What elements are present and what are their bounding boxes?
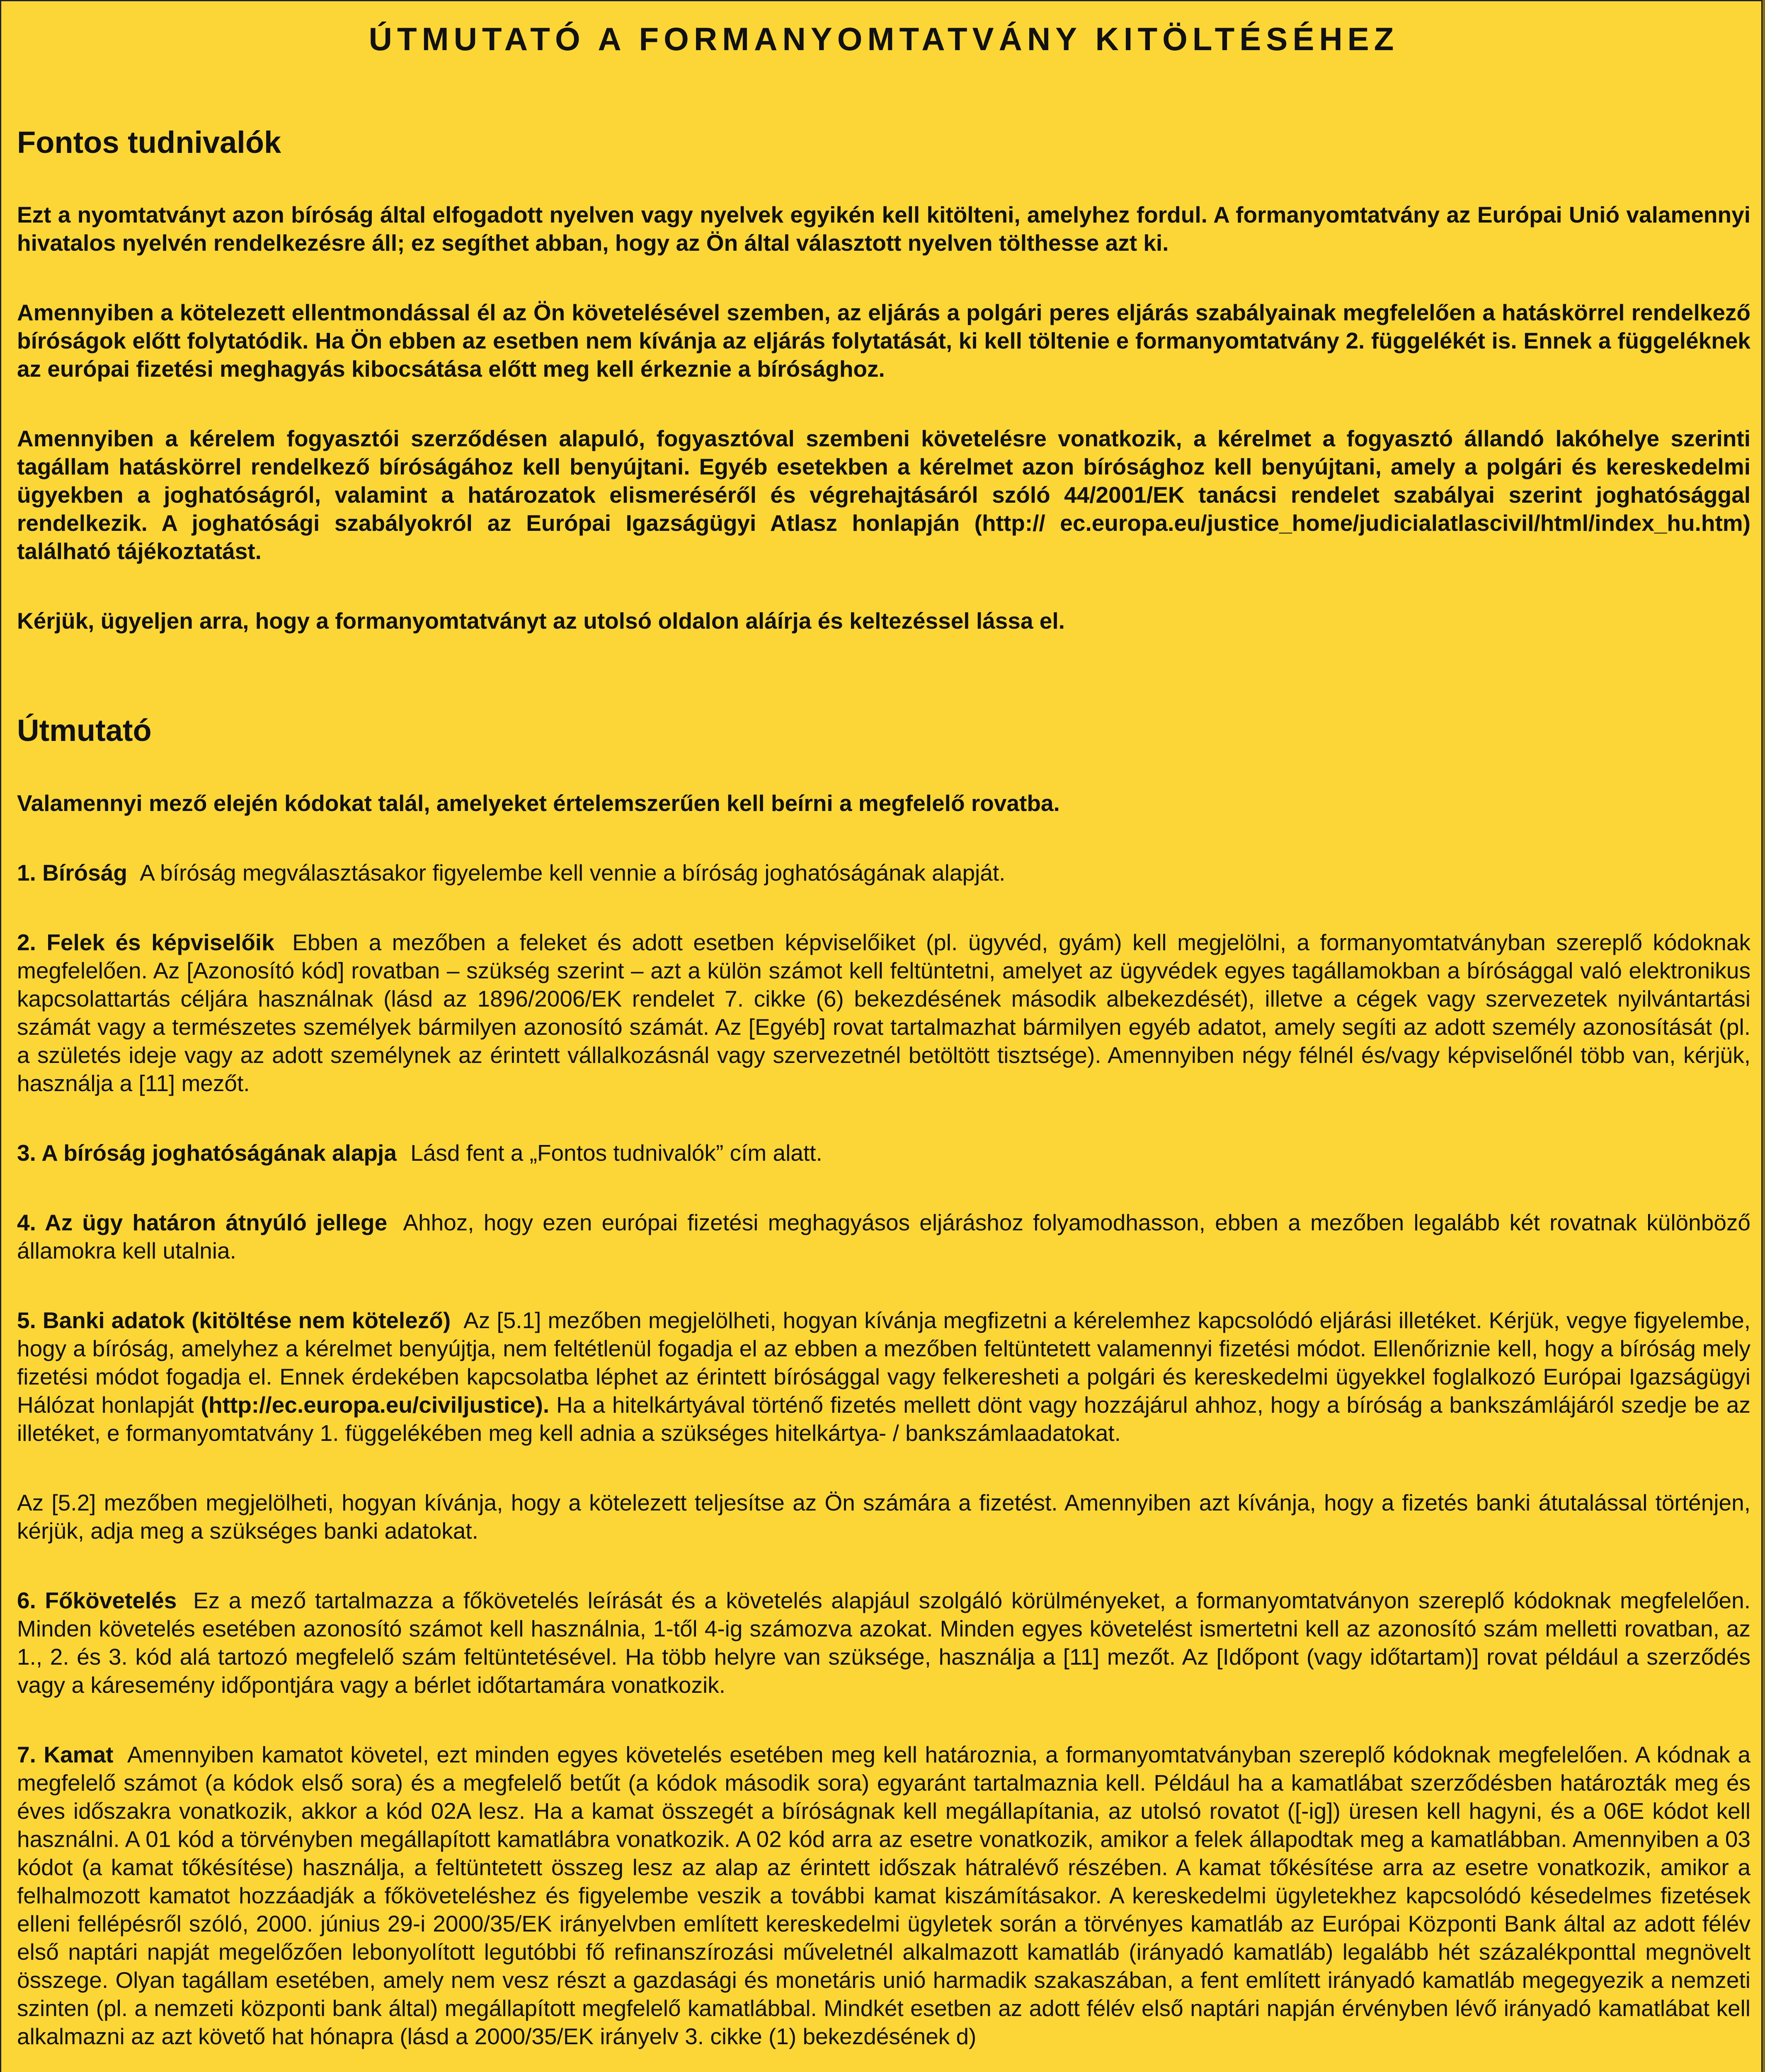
section-text: Ahhoz, hogy ezen európai fizetési meghagyásos eljáráshoz folyamodhasson, ebben a mezőben legalább két rovatnak különböző államokra kell utalnia.	[17, 1209, 1750, 1264]
section-label: 2. Felek és képviselőik	[17, 929, 274, 955]
guide-section-2	[17, 928, 1750, 1097]
guide-section-3	[17, 1139, 1750, 1167]
section-text: Az [5.1] mezőben megjelölheti, hogyan kívánja megfizetni a kérelemhez kapcsolódó eljárási illetéket. Kérjük, vegye figyelembe, hogy a bíróság, amelyhez a kérelmet benyújtja, nem feltétlenül fogadja el az ebben a mezőben feltüntetett valamennyi fizetési módot. Ellenőriznie kell, hogy a bíróság mely fizetési módot fogadja el. Ennek érdekében kapcsolatba léphet az érintett bírósággal vagy felkeresheti a polgári és kereskedelmi ügyekkel foglalkozó Európai Igazságügyi Hálózat honlapját	[17, 1307, 1750, 1418]
guide-heading: Útmutató	[17, 713, 152, 748]
guide-section-1	[17, 859, 1750, 887]
section-text: Ez a mező tartalmazza a főkövetelés leírását és a követelés alapjául szolgáló körülményeket, a formanyomtatványon szereplő kódoknak megfelelően. Minden követelés esetében azonosító számot kell használnia, 1-től 4-ig számozva azokat. Minden egyes követelést ismertetni kell az azonosító szám melletti rovatban, az 1., 2. és 3. kód alá tartozó megfelelő szám feltüntetésével. Ha több helyre van szüksége, használja a [11] mezőt. Az [Időpont (vagy időtartam)] rovat például a szerződés vagy a káresemény időpontjára vagy a bérlet időtartamára vonatkozik.	[17, 1587, 1751, 1698]
important-heading: Fontos tudnivalók	[17, 125, 281, 160]
document-title: ÚTMUTATÓ A FORMANYOMTATVÁNY KITÖLTÉSÉHEZ	[369, 21, 1399, 57]
guide-intro: Valamennyi mező elején kódokat talál, amelyeket értelemszerűen kell beírni a megfelelő rovatba.	[17, 790, 1060, 816]
document-body	[17, 23, 1750, 2050]
section-label: 3. A bíróság joghatóságának alapja	[17, 1140, 397, 1166]
guide-section-4	[17, 1208, 1750, 1265]
section-text: Lásd fent a „Fontos tudnivalók” cím alatt.	[410, 1140, 822, 1166]
important-paragraph-4: Kérjük, ügyeljen arra, hogy a formanyomtatványt az utolsó oldalon aláírja és keltezéssel lássa el.	[17, 608, 1065, 634]
section-text-after: Ha a hitelkártyával történő fizetés mellett dönt vagy hozzájárul ahhoz, hogy a bíróság a bankszámlájáról szedje be az illetéket, e formanyomtatvány 1. függelékében meg kell adnia a szükséges hitelkártya- / bankszámlaadatokat.	[17, 1392, 1751, 1446]
section-label: 5. Banki adatok (kitöltése nem kötelező)	[17, 1307, 451, 1333]
important-paragraph-2: Amennyiben a kötelezett ellentmondással él az Ön követelésével szemben, az eljárás a polgári peres eljárás szabályainak megfelelően a hatáskörrel rendelkező bíróságok előtt folytatódik. Ha Ön ebben az esetben nem kívánja az eljárás folytatását, ki kell töltenie e formanyomtatvány 2. függelékét is. Ennek a függeléknek az európai fizetési meghagyás kibocsátása előtt meg kell érkeznie a bírósághoz.	[17, 300, 1750, 382]
section-label: 4. Az ügy határon átnyúló jellege	[17, 1209, 388, 1235]
guide-section-5	[17, 1306, 1750, 1447]
section-label: 1. Bíróság	[17, 859, 127, 886]
section-label: 7. Kamat	[17, 1741, 114, 1767]
section-label: 6. Főkövetelés	[17, 1587, 177, 1613]
section-text: Ebben a mezőben a feleket és adott esetben képviselőiket (pl. ügyvéd, gyám) kell megjelölni, a formanyomtatványban szereplő kódoknak megfelelően. Az [Azonosító kód] rovatban – szükség szerint – azt a külön számot kell feltüntetni, amelyet az ügyvédek egyes tagállamokban a bírósággal való elektronikus kapcsolattartás céljára használnak (lásd az 1896/2006/EK rendelet 7. cikke (6) bekezdésének második albekezdését), illetve a cégek vagy szervezetek nyilvántartási számát vagy a természetes személyek bármilyen azonosító számát. Az [Egyéb] rovat tartalmazhat bármilyen egyéb adatot, amely segíti az adott személy azonosítását (pl. a születés ideje vagy az adott személynek az érintett vállalkozásnál vagy szervezetnél betöltött tisztsége). Amennyiben négy félnél és/vagy képviselőnél több van, kérjük, használja a [11] mezőt.	[17, 929, 1750, 1096]
civiljustice-link[interactable]: (http://ec.europa.eu/civiljustice).	[201, 1392, 550, 1418]
section-text: A bíróság megválasztásakor figyelembe kell vennie a bíróság joghatóságának alapját.	[140, 859, 1006, 886]
important-paragraph-3: Amennyiben a kérelem fogyasztói szerződésen alapuló, fogyasztóval szembeni követelésre vonatkozik, a kérelmet a fogyasztó állandó lakóhelye szerinti tagállam hatáskörrel rendelkező bíróságához kell benyújtani. Egyéb esetekben a kérelmet azon bírósághoz kell benyújtani, amely a polgári és kereskedelmi ügyekben a joghatóságról, valamint a határozatok elismeréséről és végrehajtásáról szóló 44/2001/EK tanácsi rendelet szabályai szerint joghatósággal rendelkezik. A joghatósági szabályokról az Európai Igazságügyi Atlasz honlapján (http:// ec.europa.eu/justice_home/judicialatlascivil/html/index_hu.htm) található tájékoztatást.	[17, 426, 1750, 564]
guide-section-5-2: Az [5.2] mezőben megjelölheti, hogyan kívánja, hogy a kötelezett teljesítse az Ön számára a fizetést. Amennyiben azt kívánja, hogy a fizetés banki átutalással történjen, kérjük, adja meg a szükséges banki adatokat.	[17, 1489, 1750, 1544]
guide-section-7	[17, 1740, 1750, 2050]
section-text: Amennyiben kamatot követel, ezt minden egyes követelés esetében meg kell határoznia, a formanyomtatványban szereplő kódoknak megfelelően. A kódnak a megfelelő számot (a kódok első sora) és a megfelelő betűt (a kódok második sora) egyaránt tartalmaznia kell. Például ha a kamatlábat szerződésben határozták meg és éves időszakra vonatkozik, akkor a kód 02A lesz. Ha a kamat összegét a bíróságnak kell megállapítania, az utolsó rovatot ([-ig]) üresen kell hagyni, és a 06E kódot kell használni. A 01 kód a törvényben megállapított kamatlábra vonatkozik. A 02 kód arra az esetre vonatkozik, amikor a felek állapodtak meg a kamatlábban. Amennyiben a 03 kódot (a kamat tőkésítése) használja, a feltüntetett összeg lesz az alap az érintett időszak hátralévő részében. A kamat tőkésítése arra az esetre vonatkozik, amikor a felhalmozott kamatot hozzáadják a főköveteléshez és figyelembe veszik a további kamat kiszámításakor. A kereskedelmi ügyletekhez kapcsolódó késedelmes fizetések elleni fellépésről szóló, 2000. június 29-i 2000/35/EK irányelvben említett kereskedelmi ügyletek során a törvényes kamatláb az Európai Központi Bank által az adott félév első naptári napját megelőzően lebonyolított legutóbbi fő refinanszírozási műveletnél alkalmazott kamatláb (irányadó kamatláb) legalább hét százalékponttal megnövelt összege. Olyan tagállam esetében, amely nem vesz részt a gazdasági és monetáris unió harmadik szakaszában, a fent említett irányadó kamatláb megegyezik a nemzeti szinten (pl. a nemzeti központi bank által) megállapított megfelelő kamatlábbal. Mindkét esetben az adott félév első naptári napján érvényben lévő irányadó kamatlábat kell alkalmazni az azt követő hat hónapra (lásd a 2000/35/EK irányelv 3. cikke (1) bekezdésének d)	[17, 1741, 1751, 2049]
important-paragraph-1: Ezt a nyomtatványt azon bíróság által elfogadott nyelven vagy nyelvek egyikén kell kitölteni, amelyhez fordul. A formanyomtatvány az Európai Unió valamennyi hivatalos nyelvén rendelkezésre áll; ez segíthet abban, hogy az Ön által választott nyelven tölthesse azt ki.	[17, 202, 1750, 256]
guide-section-6	[17, 1586, 1750, 1699]
